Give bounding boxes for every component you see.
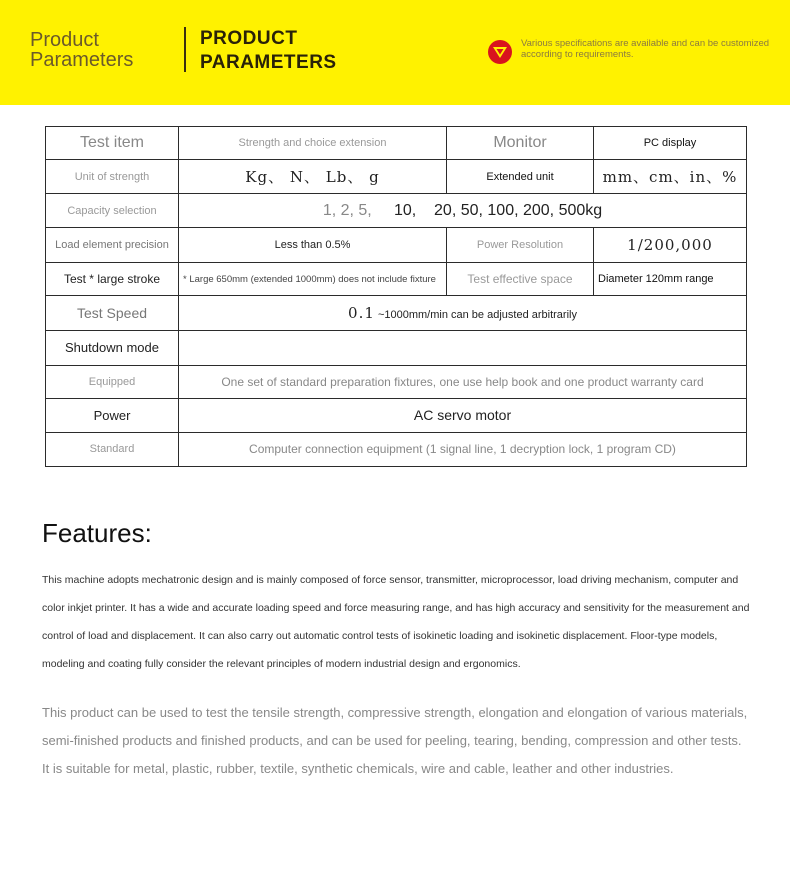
row-label-2: Power Resolution	[447, 228, 594, 263]
row-label: Test item	[46, 127, 179, 160]
row-label: Standard	[46, 432, 179, 466]
row-label: Test * large stroke	[46, 263, 179, 296]
row-value-2: Diameter 120mm range	[594, 263, 747, 296]
row-value: * Large 650mm (extended 1000mm) does not include fixture	[179, 263, 447, 296]
capacity-rest: 20, 50, 100, 200, 500kg	[434, 201, 603, 219]
chevron-down-badge-icon	[487, 39, 513, 65]
parameters-table	[45, 126, 747, 467]
row-value	[179, 330, 747, 365]
row-value: Strength and choice extension	[179, 127, 447, 160]
features-title: Features:	[42, 518, 152, 548]
row-label-2: Extended unit	[447, 160, 594, 194]
table-row	[46, 127, 747, 160]
row-value: Less than 0.5%	[179, 228, 447, 263]
row-value: Kg、 N、 Lb、 g	[179, 160, 447, 194]
banner-title-right-line2: PARAMETERS	[200, 52, 337, 73]
banner-title-right-line1: PRODUCT	[200, 28, 298, 49]
banner-title-right	[200, 27, 360, 75]
table-row	[46, 432, 747, 466]
row-value-2: mm、cm、in、%	[594, 160, 747, 194]
row-label-2: Test effective space	[447, 263, 594, 296]
row-label: Load element precision	[46, 228, 179, 263]
capacity-main: 10,	[393, 201, 417, 219]
capacity-faded: 1, 2, 5,	[322, 201, 372, 219]
banner-note: Various specifications are available and can be customized according to requirements.	[521, 38, 770, 60]
table-row	[46, 365, 747, 398]
capacity-value	[179, 194, 747, 228]
speed-number: 0.1	[348, 304, 375, 323]
row-label: Unit of strength	[46, 160, 179, 194]
features-paragraph-1: This machine adopts mechatronic design and is mainly composed of force sensor, transmitter, microprocessor, load driving mechanism, computer and color inkjet printer. It has a wide and accurate loading speed and force measuring range, and has high accuracy and sensitivity for the measurement and control of load and displacement. It can also carry out automatic control tests of isokinetic loading and isokinetic displacement. Floor-type models, modeling and coating fully consider the relevant principles of modern industrial design and ergonomics.	[42, 574, 750, 670]
row-label: Equipped	[46, 365, 179, 398]
speed-value	[179, 296, 747, 330]
row-value-2: PC display	[594, 127, 747, 160]
row-value: Computer connection equipment (1 signal line, 1 decryption lock, 1 program CD)	[179, 432, 747, 466]
row-label: Power	[46, 398, 179, 432]
row-value: AC servo motor	[179, 398, 747, 432]
table-row	[46, 194, 747, 228]
banner-title-left: Product Parameters	[30, 29, 134, 71]
features-paragraph-2: This product can be used to test the tensile strength, compressive strength, elongation and elongation of various materials, semi-finished products and finished products, and can be used for peeling, tearing, bending, compression and other tests. It is suitable for metal, plastic, rubber, textile, synthetic chemicals, wire and cable, leather and other industries.	[42, 705, 748, 776]
row-label-2: Monitor	[447, 127, 594, 160]
row-label: Capacity selection	[46, 194, 179, 228]
table-row	[46, 228, 747, 263]
table-row	[46, 330, 747, 365]
row-label: Test Speed	[46, 296, 179, 330]
table-row	[46, 296, 747, 330]
row-label: Shutdown mode	[46, 330, 179, 365]
table-row	[46, 160, 747, 194]
speed-text: ~1000mm/min can be adjusted arbitrarily	[377, 309, 577, 322]
row-value: One set of standard preparation fixtures, one use help book and one product warranty card	[179, 365, 747, 398]
row-value-2: 1/200,000	[594, 228, 747, 263]
header-banner	[0, 0, 790, 105]
table-row	[46, 263, 747, 296]
table-row	[46, 398, 747, 432]
banner-divider	[184, 27, 186, 72]
